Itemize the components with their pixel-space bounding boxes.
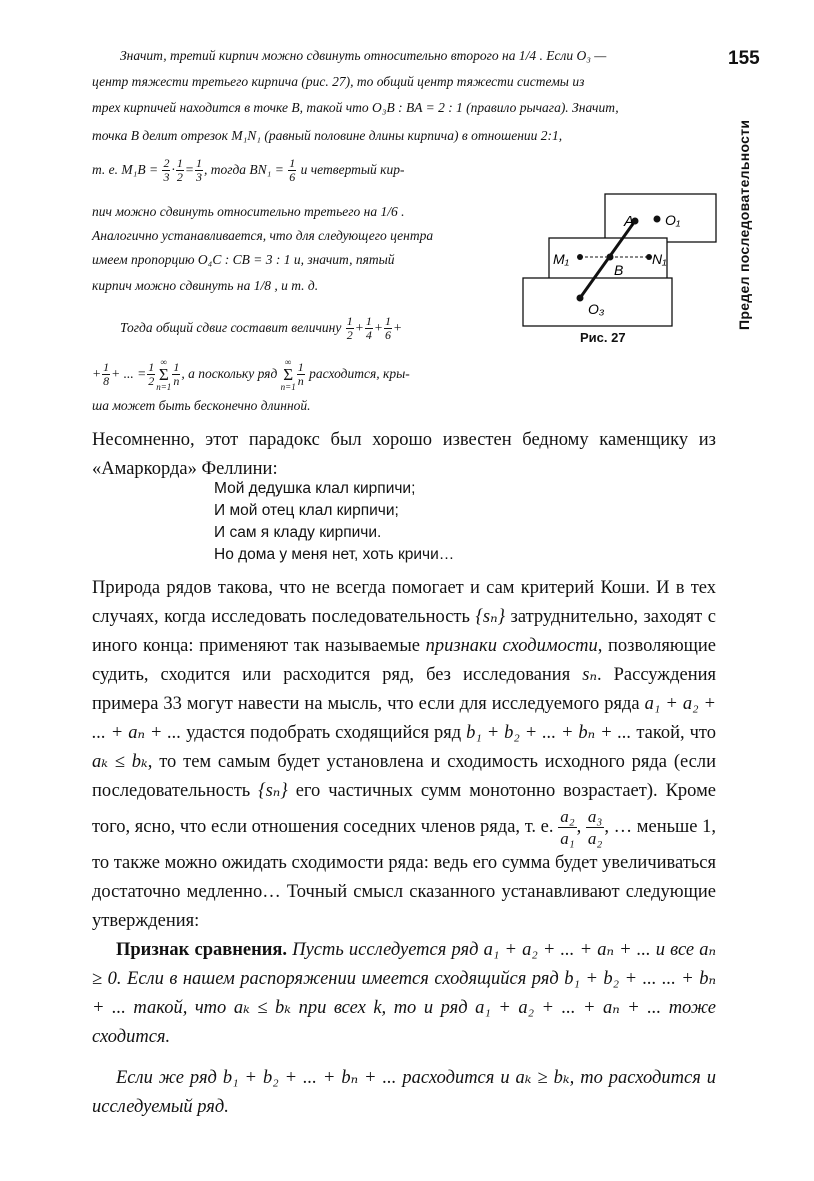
text-fragment: , то расходится и исследуемый ряд. — [92, 1068, 717, 1117]
theorem-title: Признак сравнения. — [116, 940, 288, 960]
math: aₖ ≥ bₖ — [515, 1068, 570, 1088]
text-fragment: Если же ряд — [116, 1068, 217, 1088]
math: a₁ + a₂ + ... + aₙ + ... — [483, 940, 651, 960]
text-fragment: такой, что — [133, 998, 227, 1018]
poem-line: И сам я кладу кирпичи. — [214, 524, 382, 541]
text-fragment: расходится, кры- — [309, 366, 410, 381]
fraction: $\frac{\text{a₃}}{\text{a₂}}$ — [587, 807, 603, 848]
text-fragment: , то и ряд — [381, 998, 468, 1018]
text-fragment: затруднительно, заходят с иного конца: применяют так называемые — [92, 607, 717, 656]
paragraph: Природа рядов такова, что не всегда помогает и сам критерий Коши. И в тех случаях, когда исследовать последовательность {sₙ} затруднительно, заходят с иного конца: применяют так называемые признаки сходимости, позволяющие судить, сходится или расходится ряд, без исследования sₙ. Рассуждения примера 33 могут навести на мысль, что если для исследуемого ряда a₁ + a₂ + ... + aₙ + ... удастся подобрать сходящийся ряд b₁ + b₂ + ... + bₙ + ... такой, что aₖ ≤ bₖ, то тем самым будет установлена и сходимость исходного ряда (если последовательность {sₙ} его частичных сумм монотонно возрастает). Кроме того, ясно, что если отношения соседних членов ряда, т. е. $\frac{\text{a₂}}{\text{a₁}}$, $\frac{\text{a₃}}{\text{a₂}}$, … меньше 1, то также можно ожидать сходимости ряда: ведь его сумма будет увеличиваться достаточно медленно… Точный смысл сказанного устанавливают следующие утверждения: — [92, 578, 717, 931]
sum-symbol: ∞ Σ n=1 — [156, 356, 172, 392]
text-fragment: , а поскольку ряд — [181, 366, 278, 381]
text-fragment: такой, что — [636, 723, 717, 743]
text-fragment: расходится и — [402, 1068, 510, 1088]
text-line: имеем пропорцию O₄C : CB = 3 : 1 и, значит, пятый — [92, 252, 395, 267]
math: aₖ ≤ bₖ — [92, 752, 148, 772]
point-o1 — [654, 216, 661, 223]
fraction: $\frac{1}{6}$ — [384, 314, 391, 343]
label-o3: O₃ — [588, 301, 605, 317]
text-fragment: при всех — [298, 998, 366, 1018]
math: b₁ + b₂ + ... + bₙ + ... — [466, 723, 632, 743]
text-line: точка B делит отрезок M₁N₁ (равный половине длины кирпича) в отношении 2:1, — [92, 128, 563, 143]
poem-line: Но дома у меня нет, хоть кричи… — [214, 546, 455, 563]
running-title: Предел последовательности — [736, 119, 752, 330]
math: {sₙ} — [475, 607, 505, 627]
page-number: 155 — [728, 48, 760, 69]
text-fragment: + ... = — [111, 366, 147, 381]
text-line: кирпич можно сдвинуть на 1/8 , и т. д. — [92, 278, 319, 293]
math: a₁ + a₂ + ... + aₙ + ... — [92, 694, 716, 743]
text-fragment: его частичных сумм монотонно возрастает). Кроме того, ясно, что если отношения соседних членов ряда, т. е. — [92, 781, 717, 837]
text-fragment: удастся подобрать сходящийся ряд — [186, 723, 462, 743]
math: k — [373, 998, 382, 1018]
fraction: $\frac{1}{2}$ — [148, 360, 155, 389]
label-o1: O₁ — [665, 212, 681, 228]
fraction: $\frac{1}{n}$ — [173, 360, 180, 389]
text-fragment: , то тем самым будет установлена и сходимость исходного ряда (если последовательность — [92, 752, 716, 801]
poem-line: И мой отец клал кирпичи; — [214, 502, 399, 519]
fraction: $\frac{1}{2}$ — [176, 156, 183, 185]
text-fragment: . Если в нашем распоряжении имеется сходящийся ряд — [116, 969, 559, 989]
text-fragment: + — [92, 366, 102, 381]
text-fragment: т. е. M₁B = — [92, 162, 159, 177]
theorem-comparison-converse — [92, 1064, 716, 1122]
point-o3 — [577, 295, 584, 302]
fraction: $\frac{1}{8}$ — [103, 360, 110, 389]
sum-symbol: ∞ Σ n=1 — [280, 356, 296, 392]
text-fragment: и все — [655, 940, 695, 960]
point-b — [607, 254, 614, 261]
formula-line — [92, 352, 410, 396]
paragraph: Несомненно, этот парадокс был хорошо известен бедному каменщику из «Амаркорда» Феллини: — [92, 430, 716, 479]
math: {sₙ} — [258, 781, 288, 801]
text-fragment: Природа рядов такова, что не всегда помогает и сам критерий Коши. И в тех случаях, когда исследовать последовательность — [92, 578, 716, 627]
text-line: Значит, третий кирпич можно сдвинуть относительно второго на 1/4 . Если O₃ — — [120, 48, 607, 63]
fraction: $\frac{1}{2}$ — [346, 314, 353, 343]
label-b: B — [614, 262, 624, 278]
text-fragment: , тогда BN₁ = — [203, 162, 284, 177]
formula-line: т. е. M₁B = $\frac{2}{3}$ · $\frac{1}{2}$ = $\frac{1}{3}$ , тогда BN₁ = $\frac{1}{6}$ и четвертый кир- — [92, 156, 405, 185]
text-fragment: Тогда общий сдвиг составит величину — [120, 320, 342, 335]
text-line: центр тяжести третьего кирпича (рис. 27), то общий центр тяжести системы из — [92, 74, 585, 89]
text-line: ша может быть бесконечно длинной. — [92, 398, 311, 413]
fraction: $\frac{\text{a₂}}{\text{a₁}}$ — [560, 807, 575, 848]
emphasis: признаки сходимости — [425, 636, 598, 656]
text-fragment: , … меньше 1, то также можно ожидать сходимости ряда: ведь его сумма будет увеличиваться достаточно медленно… Точный смысл сказанного устанавливают следующие утверждения: — [92, 816, 717, 931]
fraction: $\frac{1}{3}$ — [195, 156, 202, 185]
theorem-comparison — [92, 936, 716, 1052]
poem-line: Мой дедушка клал кирпичи; — [214, 480, 416, 497]
formula-line: Тогда общий сдвиг составит величину $\frac{1}{2}$ + $\frac{1}{4}$ + $\frac{1}{6}$ + — [120, 314, 403, 343]
text-line: пич можно сдвинуть относительно третьего на 1/6 . — [92, 204, 405, 219]
math: aₖ ≤ bₖ — [233, 998, 292, 1018]
fraction: $\frac{1}{6}$ — [289, 156, 296, 185]
text-fragment: и четвертый кир- — [300, 162, 405, 177]
text-fragment: , позволяющие судить, сходится или расходится ряд, без исследования — [92, 636, 717, 685]
text-fragment: . Рассуждения примера 33 могут навести на мысль, что если для исследуемого ряда — [92, 665, 717, 714]
figure-caption: Рис. 27 — [580, 330, 626, 345]
math: a₁ + a₂ + ... + aₙ + ... — [475, 998, 662, 1018]
math: aₙ ≥ 0 — [92, 940, 717, 989]
poem — [214, 478, 454, 566]
fraction: $\frac{1}{n}$ — [297, 360, 304, 389]
text-fragment: тоже сходится. — [92, 998, 717, 1047]
fraction: $\frac{2}{3}$ — [163, 156, 170, 185]
brick-top — [605, 194, 716, 242]
text-fragment: Пусть исследуется ряд — [292, 940, 479, 960]
math: sₙ — [582, 665, 597, 685]
label-m1: M₁ — [553, 251, 570, 267]
label-n1: N₁ — [652, 251, 667, 267]
math: b₁ + b₂ + ... ... + bₙ + ... — [92, 969, 717, 1018]
text-line: трех кирпичей находится в точке B, такой что O₃B : BA = 2 : 1 (правило рычага). Значит, — [92, 100, 619, 115]
point-m1 — [577, 254, 583, 260]
fraction: $\frac{1}{4}$ — [365, 314, 372, 343]
text-line: Аналогично устанавливается, что для следующего центра — [92, 228, 434, 243]
label-a: A — [624, 213, 635, 230]
math: b₁ + b₂ + ... + bₙ + ... — [222, 1068, 397, 1088]
